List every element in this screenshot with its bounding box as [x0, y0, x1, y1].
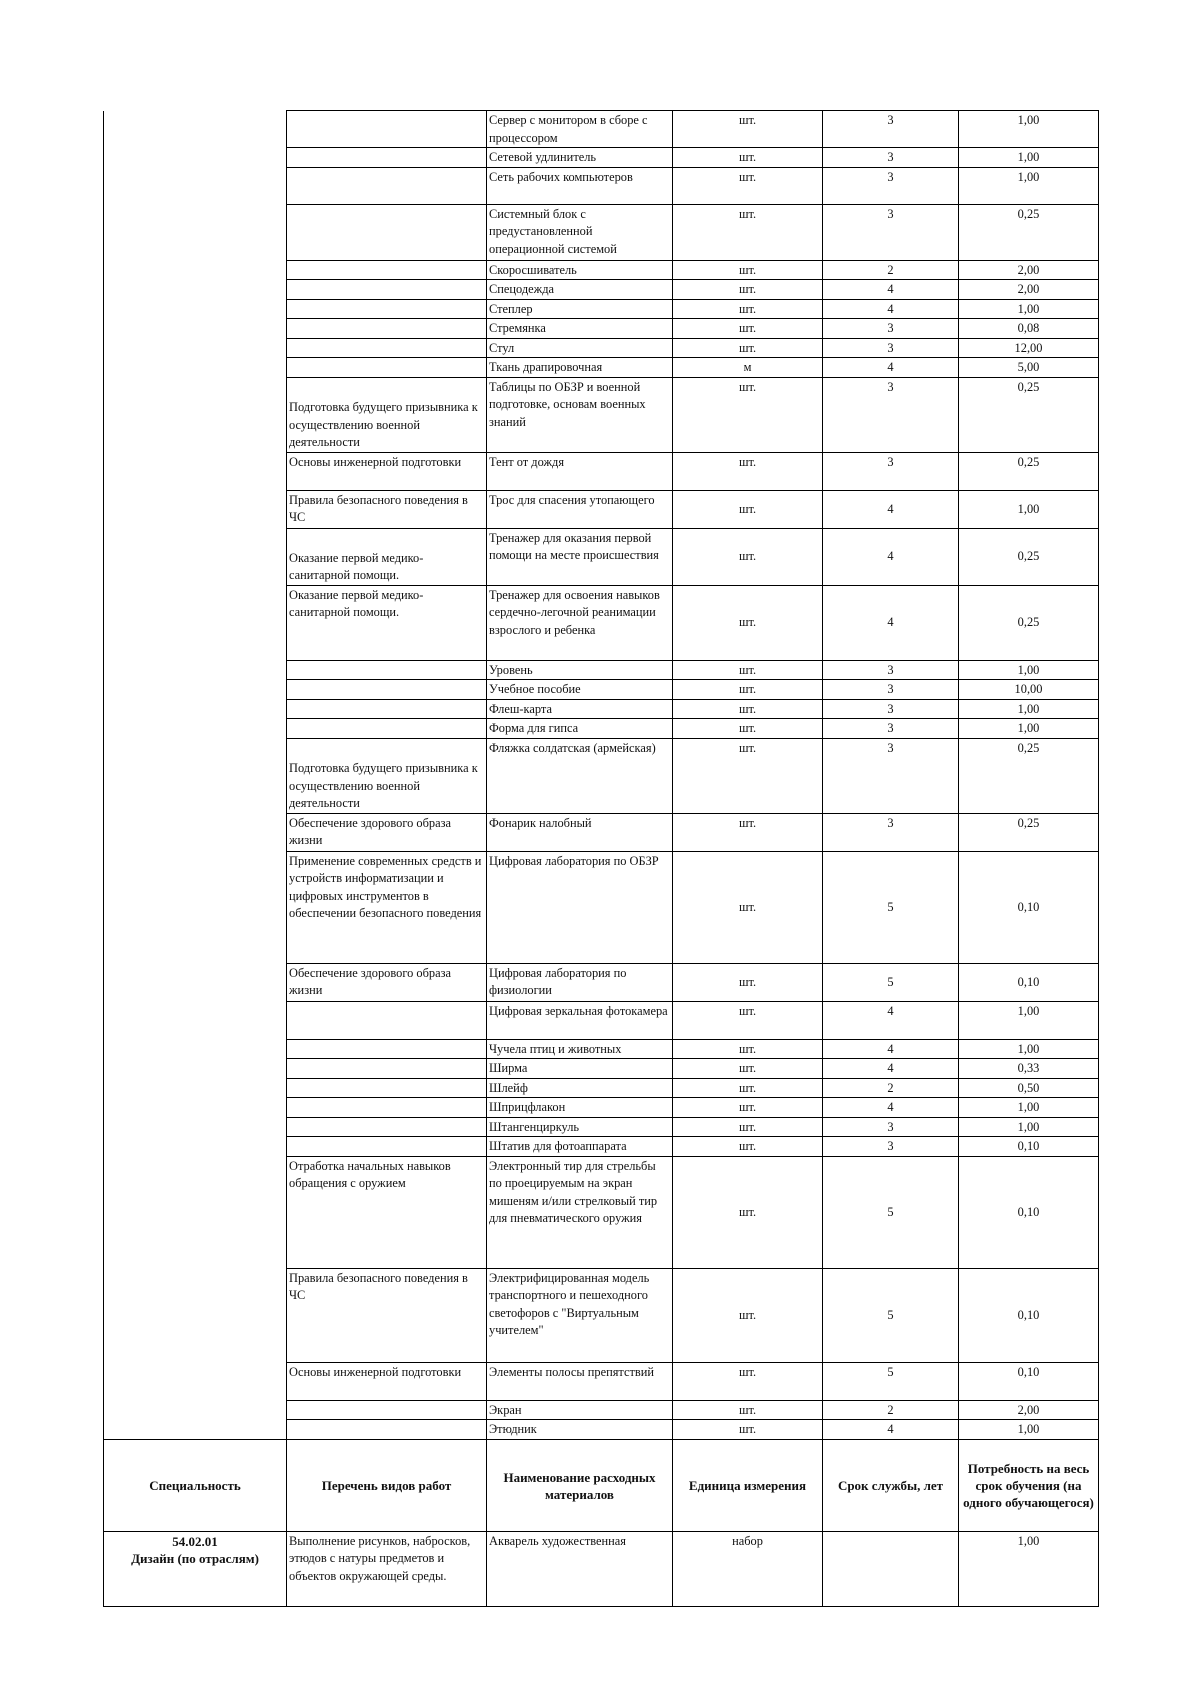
material-cell: Штангенциркуль [487, 1117, 673, 1137]
specialty-cell [104, 680, 287, 700]
need-cell: 1,00 [959, 299, 1099, 319]
table-row [104, 1098, 1099, 1118]
work-cell: Обеспечение здорового образа жизни [287, 813, 487, 851]
work-cell [287, 167, 487, 204]
work-cell: Обеспечение здорового образа жизни [287, 963, 487, 1001]
material-cell: Шприцфлакон [487, 1098, 673, 1118]
work-cell [287, 1039, 487, 1059]
work-cell [287, 319, 487, 339]
table-row [104, 1362, 1099, 1400]
need-cell: 1,00 [959, 1001, 1099, 1039]
specialty-cell [104, 148, 287, 168]
material-cell: Цифровая лаборатория по физиологии [487, 963, 673, 1001]
life-cell: 3 [823, 1137, 959, 1157]
material-cell: Уровень [487, 660, 673, 680]
unit-cell: шт. [673, 738, 823, 813]
material-cell: Таблицы по ОБЗР и военной подготовке, основам военных знаний [487, 377, 673, 452]
work-cell [287, 1078, 487, 1098]
table-row [104, 111, 1099, 148]
table-row [104, 585, 1099, 660]
life-cell: 3 [823, 319, 959, 339]
need-cell: 10,00 [959, 680, 1099, 700]
material-cell: Акварель художественная [487, 1531, 673, 1606]
life-cell: 2 [823, 1400, 959, 1420]
need-cell: 1,00 [959, 148, 1099, 168]
work-cell [287, 358, 487, 378]
material-cell: Сетевой удлинитель [487, 148, 673, 168]
specialty-cell [104, 1078, 287, 1098]
unit-cell: шт. [673, 148, 823, 168]
life-cell: 2 [823, 260, 959, 280]
material-cell: Ткань драпировочная [487, 358, 673, 378]
material-cell: Штатив для фотоаппарата [487, 1137, 673, 1157]
specialty-cell [104, 1400, 287, 1420]
material-cell: Электронный тир для стрельбы по проецируемым на экран мишеням и/или стрелковый тир для пневматического оружия [487, 1156, 673, 1268]
table-row [104, 528, 1099, 585]
table-row [104, 851, 1099, 963]
life-cell: 3 [823, 377, 959, 452]
unit-cell: шт. [673, 280, 823, 300]
header-specialty: Специальность [104, 1439, 287, 1531]
work-cell: Отработка начальных навыков обращения с оружием [287, 1156, 487, 1268]
material-cell: Сервер с монитором в сборе с процессором [487, 111, 673, 148]
need-cell: 1,00 [959, 1039, 1099, 1059]
work-cell [287, 260, 487, 280]
work-cell [287, 1098, 487, 1118]
work-cell [287, 280, 487, 300]
specialty-cell [104, 851, 287, 963]
life-cell: 3 [823, 204, 959, 260]
need-cell: 1,00 [959, 1098, 1099, 1118]
life-cell: 3 [823, 338, 959, 358]
table-row [104, 490, 1099, 528]
unit-cell: шт. [673, 1117, 823, 1137]
table-row [104, 813, 1099, 851]
life-cell: 3 [823, 167, 959, 204]
material-cell: Степлер [487, 299, 673, 319]
life-cell: 4 [823, 1059, 959, 1079]
specialty-cell [104, 1001, 287, 1039]
specialty-cell [104, 167, 287, 204]
unit-cell: шт. [673, 528, 823, 585]
table-row [104, 1268, 1099, 1362]
material-cell: Фляжка солдатская (армейская) [487, 738, 673, 813]
material-cell: Шлейф [487, 1078, 673, 1098]
material-cell: Тренажер для оказания первой помощи на месте происшествия [487, 528, 673, 585]
specialty-cell [104, 1059, 287, 1079]
material-cell: Этюдник [487, 1420, 673, 1440]
material-cell: Экран [487, 1400, 673, 1420]
work-cell [287, 338, 487, 358]
need-cell: 12,00 [959, 338, 1099, 358]
material-cell: Стул [487, 338, 673, 358]
header-row [104, 1439, 1099, 1531]
unit-cell: шт. [673, 963, 823, 1001]
life-cell: 3 [823, 738, 959, 813]
need-cell: 5,00 [959, 358, 1099, 378]
life-cell: 3 [823, 452, 959, 490]
table-row [104, 963, 1099, 1001]
work-cell [287, 111, 487, 148]
need-cell: 0,25 [959, 204, 1099, 260]
life-cell: 3 [823, 148, 959, 168]
specialty-cell [104, 299, 287, 319]
life-cell: 3 [823, 1117, 959, 1137]
work-cell [287, 204, 487, 260]
table-row [104, 280, 1099, 300]
specialty-cell [104, 1137, 287, 1157]
life-cell: 3 [823, 813, 959, 851]
unit-cell: шт. [673, 1039, 823, 1059]
life-cell: 5 [823, 1268, 959, 1362]
need-cell: 0,25 [959, 452, 1099, 490]
specialty-cell [104, 1362, 287, 1400]
header-unit: Единица измерения [673, 1439, 823, 1531]
table-row [104, 338, 1099, 358]
material-cell: Электрифицированная модель транспортного и пешеходного светофоров с "Виртуальным учителем" [487, 1268, 673, 1362]
work-cell [287, 299, 487, 319]
header-works: Перечень видов работ [287, 1439, 487, 1531]
material-cell: Цифровая лаборатория по ОБЗР [487, 851, 673, 963]
work-cell [287, 1420, 487, 1440]
table-row [104, 719, 1099, 739]
material-cell: Учебное пособие [487, 680, 673, 700]
table-row-specialty [104, 1531, 1099, 1606]
need-cell: 0,10 [959, 1268, 1099, 1362]
need-cell: 1,00 [959, 167, 1099, 204]
specialty-cell [104, 738, 287, 813]
table-row [104, 358, 1099, 378]
life-cell: 4 [823, 1098, 959, 1118]
table-row [104, 1400, 1099, 1420]
need-cell: 1,00 [959, 1531, 1099, 1606]
material-cell: Тент от дождя [487, 452, 673, 490]
table-row [104, 1420, 1099, 1440]
work-cell [287, 1059, 487, 1079]
life-cell: 5 [823, 1156, 959, 1268]
material-cell: Стремянка [487, 319, 673, 339]
life-cell: 3 [823, 111, 959, 148]
table-row [104, 377, 1099, 452]
material-cell: Элементы полосы препятствий [487, 1362, 673, 1400]
specialty-cell [104, 1098, 287, 1118]
life-cell: 4 [823, 280, 959, 300]
table-row [104, 299, 1099, 319]
need-cell: 1,00 [959, 719, 1099, 739]
need-cell: 0,10 [959, 851, 1099, 963]
specialty-cell [104, 1117, 287, 1137]
work-cell [287, 1137, 487, 1157]
life-cell: 3 [823, 719, 959, 739]
specialty-cell [104, 1039, 287, 1059]
table-row [104, 452, 1099, 490]
specialty-cell [104, 490, 287, 528]
need-cell: 2,00 [959, 280, 1099, 300]
unit-cell: шт. [673, 1078, 823, 1098]
table-row [104, 1117, 1099, 1137]
life-cell: 4 [823, 585, 959, 660]
unit-cell: шт. [673, 1001, 823, 1039]
unit-cell: шт. [673, 490, 823, 528]
specialty-cell [104, 1156, 287, 1268]
unit-cell: шт. [673, 452, 823, 490]
specialty-cell [104, 699, 287, 719]
life-cell: 5 [823, 851, 959, 963]
need-cell: 1,00 [959, 699, 1099, 719]
specialty-cell [104, 1420, 287, 1440]
specialty-cell [104, 660, 287, 680]
table-row [104, 680, 1099, 700]
need-cell: 0,10 [959, 963, 1099, 1001]
specialty-cell [104, 963, 287, 1001]
table-row [104, 738, 1099, 813]
specialty-name: Дизайн (по отраслям) [131, 1550, 259, 1566]
material-cell: Форма для гипса [487, 719, 673, 739]
life-cell: 4 [823, 1420, 959, 1440]
material-cell: Чучела птиц и животных [487, 1039, 673, 1059]
need-cell: 1,00 [959, 660, 1099, 680]
work-cell: Подготовка будущего призывника к осуществлению военной деятельности [287, 377, 487, 452]
unit-cell: шт. [673, 319, 823, 339]
table-row [104, 1001, 1099, 1039]
work-cell [287, 660, 487, 680]
life-cell: 4 [823, 490, 959, 528]
need-cell: 0,10 [959, 1156, 1099, 1268]
unit-cell: шт. [673, 585, 823, 660]
need-cell: 0,25 [959, 377, 1099, 452]
need-cell: 0,25 [959, 528, 1099, 585]
table-row [104, 148, 1099, 168]
work-cell: Основы инженерной подготовки [287, 1362, 487, 1400]
table-row [104, 167, 1099, 204]
work-cell: Правила безопасного поведения в ЧС [287, 490, 487, 528]
table-row [104, 204, 1099, 260]
specialty-cell [104, 358, 287, 378]
material-cell: Тренажер для освоения навыков сердечно-легочной реанимации взрослого и ребенка [487, 585, 673, 660]
life-cell [823, 1531, 959, 1606]
need-cell: 0,10 [959, 1362, 1099, 1400]
unit-cell: шт. [673, 204, 823, 260]
need-cell: 1,00 [959, 111, 1099, 148]
specialty-cell [104, 528, 287, 585]
material-cell: Сеть рабочих компьютеров [487, 167, 673, 204]
unit-cell: шт. [673, 1400, 823, 1420]
unit-cell: шт. [673, 1268, 823, 1362]
unit-cell: шт. [673, 1137, 823, 1157]
work-cell [287, 1117, 487, 1137]
material-cell: Цифровая зеркальная фотокамера [487, 1001, 673, 1039]
life-cell: 4 [823, 1001, 959, 1039]
unit-cell: шт. [673, 167, 823, 204]
unit-cell: шт. [673, 719, 823, 739]
header-materials: Наименование расходных материалов [487, 1439, 673, 1531]
table-row [104, 260, 1099, 280]
work-cell [287, 1400, 487, 1420]
specialty-cell [104, 813, 287, 851]
work-cell: Правила безопасного поведения в ЧС [287, 1268, 487, 1362]
specialty-cell [104, 585, 287, 660]
life-cell: 2 [823, 1078, 959, 1098]
life-cell: 4 [823, 299, 959, 319]
life-cell: 3 [823, 680, 959, 700]
table-row [104, 1059, 1099, 1079]
life-cell: 5 [823, 1362, 959, 1400]
need-cell: 0,50 [959, 1078, 1099, 1098]
specialty-code: 54.02.01 [172, 1533, 218, 1549]
need-cell: 0,25 [959, 585, 1099, 660]
work-cell: Выполнение рисунков, набросков, этюдов с натуры предметов и объектов окружающей среды. [287, 1531, 487, 1606]
work-cell: Оказание первой медико-санитарной помощи. [287, 585, 487, 660]
unit-cell: шт. [673, 338, 823, 358]
specialty-cell [104, 260, 287, 280]
header-life: Срок службы, лет [823, 1439, 959, 1531]
specialty-cell [104, 1531, 287, 1606]
need-cell: 2,00 [959, 1400, 1099, 1420]
specialty-cell [104, 1268, 287, 1362]
table-row [104, 1039, 1099, 1059]
need-cell: 0,33 [959, 1059, 1099, 1079]
table-body [104, 111, 1099, 1440]
material-cell: Системный блок с предустановленной операционной системой [487, 204, 673, 260]
specialty-cell [104, 338, 287, 358]
table-row [104, 660, 1099, 680]
unit-cell: шт. [673, 260, 823, 280]
material-cell: Спецодежда [487, 280, 673, 300]
unit-cell: шт. [673, 111, 823, 148]
unit-cell: шт. [673, 680, 823, 700]
need-cell: 1,00 [959, 1420, 1099, 1440]
material-cell: Флеш-карта [487, 699, 673, 719]
need-cell: 0,25 [959, 738, 1099, 813]
unit-cell: шт. [673, 813, 823, 851]
unit-cell: шт. [673, 660, 823, 680]
unit-cell: шт. [673, 1059, 823, 1079]
specialty-cell [104, 280, 287, 300]
work-cell [287, 1001, 487, 1039]
work-cell [287, 719, 487, 739]
materials-table [103, 110, 1099, 1607]
need-cell: 1,00 [959, 490, 1099, 528]
life-cell: 3 [823, 660, 959, 680]
unit-cell: шт. [673, 1156, 823, 1268]
life-cell: 4 [823, 1039, 959, 1059]
specialty-cell [104, 204, 287, 260]
specialty-cell [104, 319, 287, 339]
specialty-cell [104, 452, 287, 490]
work-cell: Основы инженерной подготовки [287, 452, 487, 490]
unit-cell: шт. [673, 377, 823, 452]
material-cell: Скоросшиватель [487, 260, 673, 280]
material-cell: Фонарик налобный [487, 813, 673, 851]
need-cell: 0,25 [959, 813, 1099, 851]
life-cell: 4 [823, 528, 959, 585]
work-cell: Оказание первой медико-санитарной помощи. [287, 528, 487, 585]
life-cell: 4 [823, 358, 959, 378]
need-cell: 0,10 [959, 1137, 1099, 1157]
need-cell: 2,00 [959, 260, 1099, 280]
table-row [104, 1137, 1099, 1157]
table-row [104, 319, 1099, 339]
unit-cell: шт. [673, 851, 823, 963]
work-cell [287, 699, 487, 719]
life-cell: 5 [823, 963, 959, 1001]
unit-cell: шт. [673, 1362, 823, 1400]
specialty-cell [104, 719, 287, 739]
header-need: Потребность на весь срок обучения (на одного обучающегося) [959, 1439, 1099, 1531]
work-cell: Подготовка будущего призывника к осуществлению военной деятельности [287, 738, 487, 813]
table-row [104, 1078, 1099, 1098]
need-cell: 0,08 [959, 319, 1099, 339]
specialty-cell [104, 111, 287, 148]
work-cell [287, 148, 487, 168]
table-row [104, 699, 1099, 719]
specialty-cell [104, 377, 287, 452]
unit-cell: шт. [673, 1420, 823, 1440]
table-row [104, 1156, 1099, 1268]
unit-cell: набор [673, 1531, 823, 1606]
material-cell: Трос для спасения утопающего [487, 490, 673, 528]
life-cell: 3 [823, 699, 959, 719]
unit-cell: шт. [673, 299, 823, 319]
unit-cell: м [673, 358, 823, 378]
work-cell [287, 680, 487, 700]
unit-cell: шт. [673, 1098, 823, 1118]
need-cell: 1,00 [959, 1117, 1099, 1137]
work-cell: Применение современных средств и устройств информатизации и цифровых инструментов в обеспечении безопасного поведения [287, 851, 487, 963]
material-cell: Ширма [487, 1059, 673, 1079]
unit-cell: шт. [673, 699, 823, 719]
